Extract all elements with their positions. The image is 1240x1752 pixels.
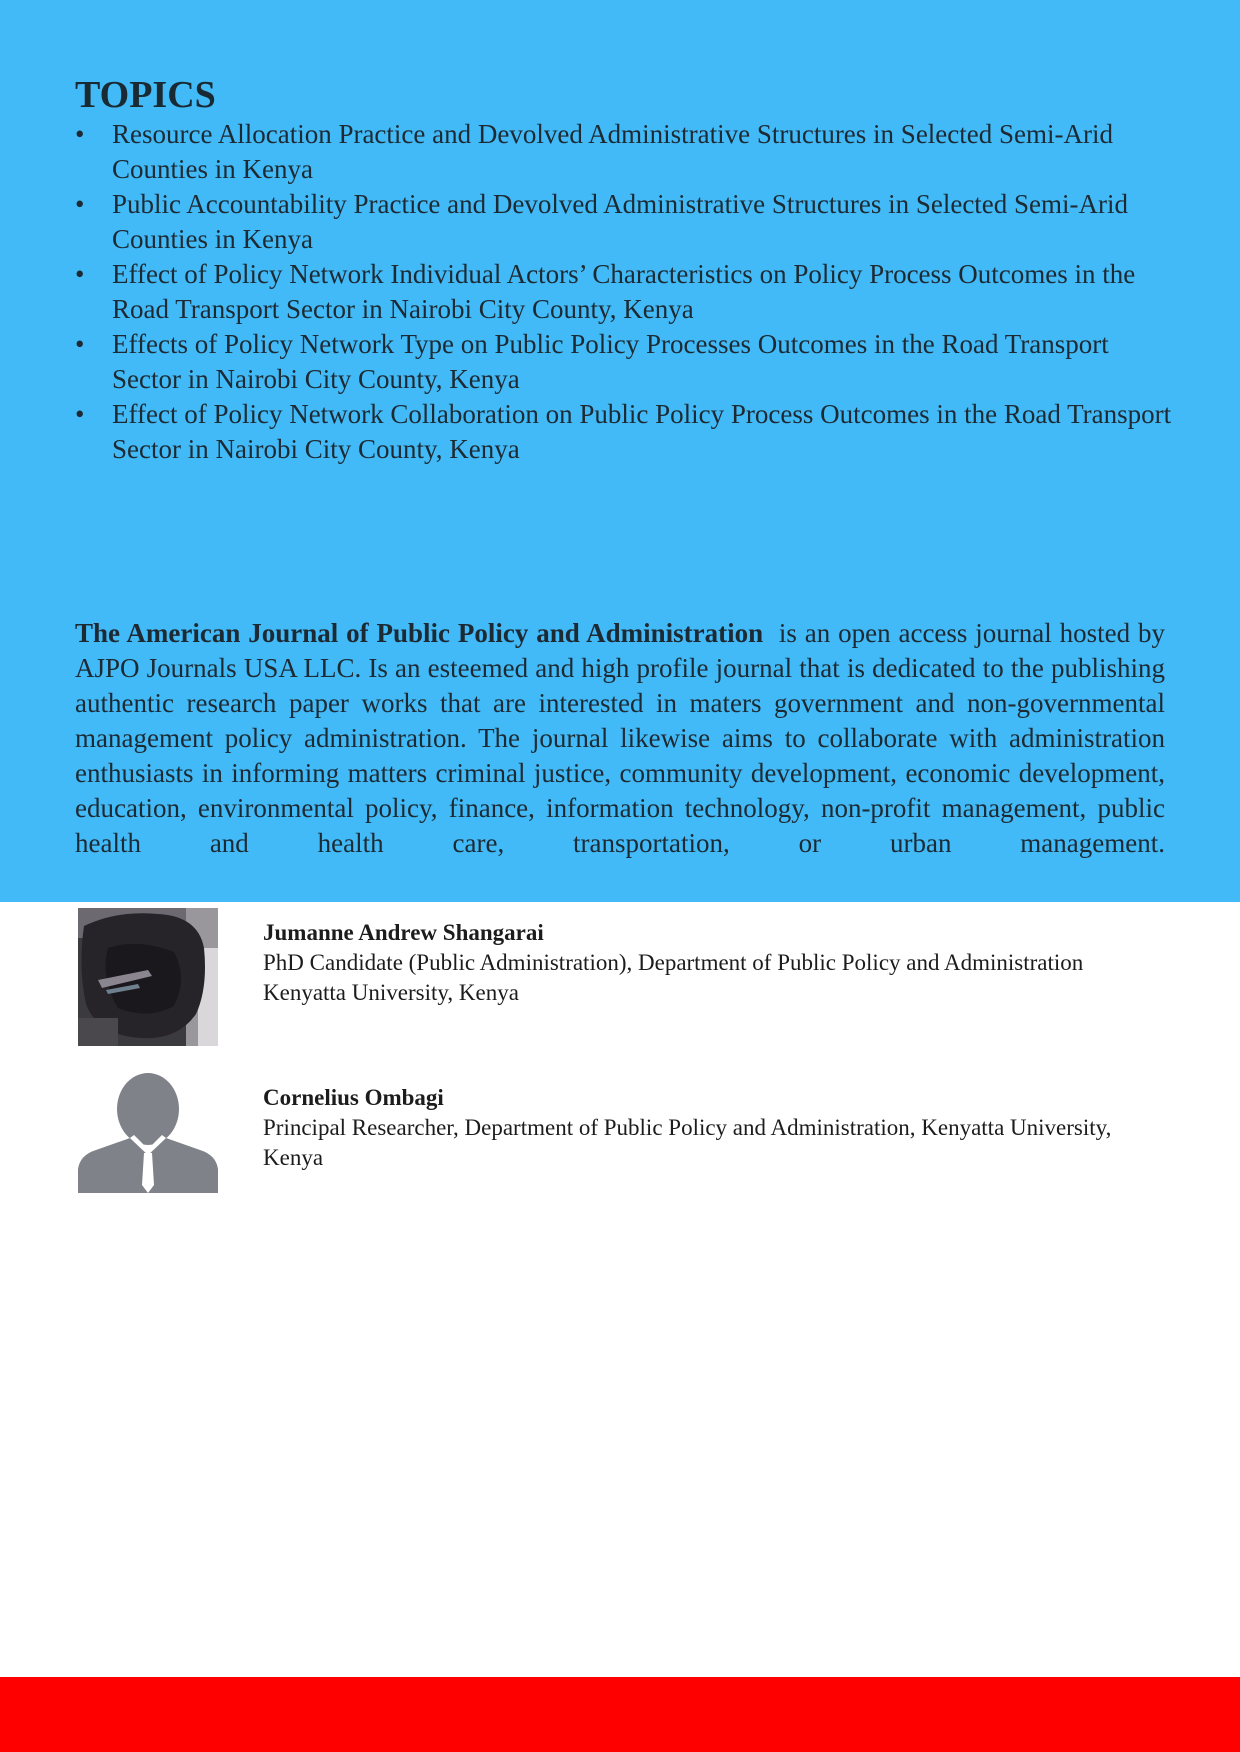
- footer-bar: [0, 1677, 1240, 1752]
- author-name: Cornelius Ombagi: [263, 1085, 444, 1110]
- author-info: [263, 918, 1240, 1008]
- author-photo: [78, 908, 218, 1046]
- default-avatar-icon: [78, 1073, 218, 1211]
- author-affiliation-line: PhD Candidate (Public Administration), Department of Public Policy and Administration: [263, 950, 1084, 975]
- journal-description-text: is an open access journal hosted by AJPO Journals USA LLC. Is an esteemed and high profile journal that is dedicated to the publishing authentic research paper works that are interested in maters government and non-governmental management policy administration. The journal likewise aims to collaborate with administration enthusiasts in informing matters criminal justice, community development, economic development, education, environmental policy, finance, information technology, non-profit management, public health and health care, transportation, or urban management.: [75, 618, 1166, 858]
- topic-text: Effect of Policy Network Collaboration on Public Policy Process Outcomes in the Road Transport Sector in Nairobi City County, Kenya: [112, 399, 1172, 464]
- journal-name: The American Journal of Public Policy and Administration: [75, 618, 764, 648]
- topic-item: [75, 397, 1175, 467]
- topic-text: Effect of Policy Network Individual Actors’ Characteristics on Policy Process Outcomes in the Road Transport Sector in Nairobi City County, Kenya: [112, 259, 1136, 324]
- topic-item: [75, 257, 1175, 327]
- author-affiliation-line: Kenya: [263, 1145, 324, 1170]
- author-affiliation-line: Kenyatta University, Kenya: [263, 980, 519, 1005]
- journal-description: [75, 616, 1165, 861]
- topics-heading: TOPICS: [75, 74, 216, 116]
- bullet-icon: •: [75, 329, 85, 359]
- topic-item: [75, 187, 1175, 257]
- bullet-icon: •: [75, 189, 85, 219]
- author-affiliation-line: Principal Researcher, Department of Public Policy and Administration, Kenyatta University,: [263, 1115, 1112, 1140]
- author-name: Jumanne Andrew Shangarai: [263, 920, 544, 945]
- topic-text: Public Accountability Practice and Devolved Administrative Structures in Selected Semi-Arid Counties in Kenya: [112, 189, 1129, 254]
- topic-text: Resource Allocation Practice and Devolved Administrative Structures in Selected Semi-Arid Counties in Kenya: [112, 119, 1113, 184]
- topic-text: Effects of Policy Network Type on Public Policy Processes Outcomes in the Road Transport Sector in Nairobi City County, Kenya: [112, 329, 1109, 394]
- bullet-icon: •: [75, 399, 85, 429]
- topic-item: [75, 117, 1175, 187]
- topics-list: [75, 117, 1175, 467]
- author-photo-image: [78, 908, 218, 1046]
- author-info: [263, 1083, 1240, 1173]
- topic-item: [75, 327, 1175, 397]
- bullet-icon: •: [75, 259, 85, 289]
- bullet-icon: •: [75, 119, 85, 149]
